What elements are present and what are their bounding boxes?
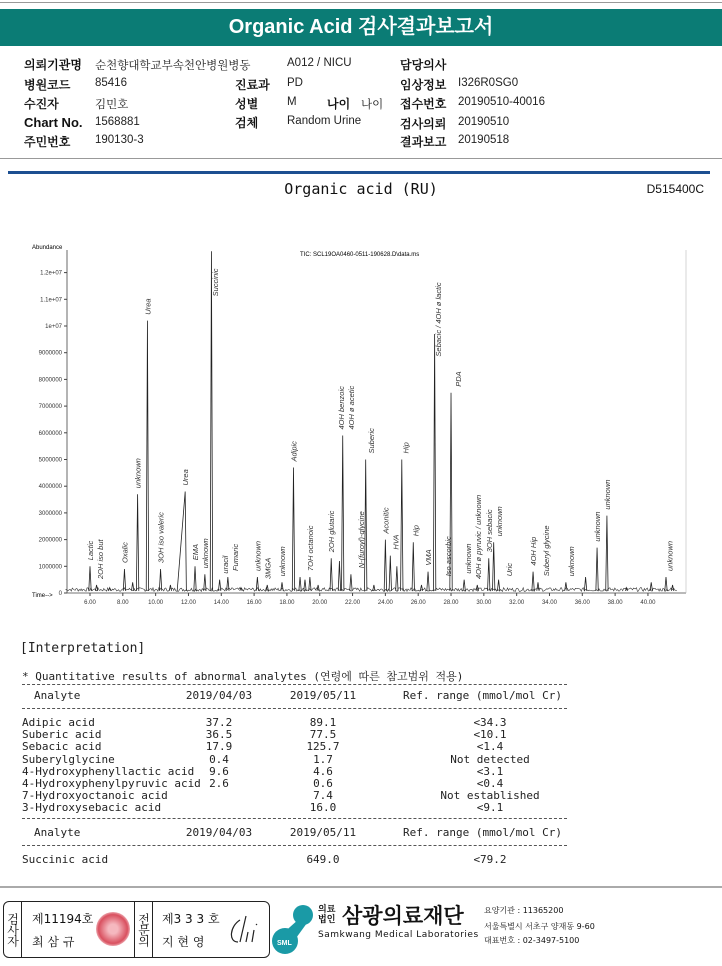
x-tick-label: 22.00 [345,600,361,606]
analyte-cell: Suberylglycine [22,752,115,766]
x-tick-label: 8.00 [116,600,129,606]
peak-annotation: unknown [593,511,603,542]
peak [256,577,258,591]
y-tick-label: 1.1e+07 [40,297,62,304]
report-date-value: 20190518 [458,134,510,146]
peak [497,580,499,591]
x-tick-label: 30.00 [476,600,492,606]
org-address: 서울특별시 서초구 양재동 9-60 [484,922,595,931]
value-cell: 9.6 [209,764,229,778]
value-cell: <1.4 [476,740,504,754]
x-tick-label: 10.00 [148,600,164,606]
x-tick-label: 40.00 [640,600,656,606]
clinical-value: I326R0SG0 [458,77,519,89]
value-cell: Ref. range (mmol/mol Cr) [403,689,562,702]
divider [0,886,722,888]
hospital-code-label: 병원코드 [24,78,71,92]
analyte-cell: 4-Hydroxyphenylpyruvic acid [22,777,201,790]
peak [177,492,186,591]
peak-annotation: 4OH benzoic [337,386,347,430]
peak-annotation: unknown [464,543,473,574]
age-value: 나이 [361,99,384,111]
sml-logo-icon [271,903,317,955]
specialist-number: 제3 3 3 호 [162,912,220,926]
peak-annotation: uracil [221,555,231,574]
value-cell: <3.1 [476,764,504,778]
age-label: 나이 [327,97,351,111]
peak [671,585,673,591]
peak [488,558,490,591]
tester-number: 제11194호 [32,912,94,926]
y-axis-label: Abundance [32,245,63,251]
peak-annotation: EMA [191,544,201,561]
baseline-trace [65,588,676,592]
y-tick-label: 7000000 [38,404,62,411]
value-cell: <34.3 [473,716,507,729]
peak [159,569,161,591]
report-code: D515400C [646,182,704,196]
peak [281,582,283,591]
org-type: 의료법인 [318,905,336,925]
analyte-cell: Succinic acid [22,853,109,866]
y-tick-label: 6000000 [38,430,62,437]
value-cell: 36.5 [205,728,233,742]
value-cell: 2019/05/11 [289,689,357,702]
hospital-code-value: 85416 [95,77,127,89]
peak-annotation: VMA [424,549,433,566]
analyte-cell: 3-Hydroxysebacic acid [22,801,162,815]
peak-annotation: Aconitic [381,507,391,534]
signature [226,912,266,948]
peak-annotation: 4OH ø acetic [347,385,357,430]
peak-annotation: unknown [133,458,143,489]
table-divider [22,684,567,685]
peak [304,580,306,591]
value-cell: 16.0 [309,801,337,815]
value-cell: 7.4 [313,789,333,803]
peak-annotation: unknown [494,506,504,537]
peak-annotation: Urea [181,469,191,486]
org-english-name: Samkwang Medical Laboratories [318,930,479,940]
value-cell: 77.5 [309,728,337,742]
peak-annotation: Oxalic [120,542,130,563]
value-cell: Not established [440,789,540,803]
institution-label: 의뢰기관명 [24,58,82,72]
peak [596,548,598,591]
peak [136,494,138,591]
interpretation-heading: [Interpretation] [20,641,146,656]
table-divider [22,708,567,709]
x-tick-label: 16.00 [246,600,262,606]
request-label: 검사의뢰 [400,117,447,131]
peak [606,516,608,591]
peak-annotation: Suberic [367,428,377,454]
value-cell: 2019/04/03 [185,826,253,839]
peak-annotation: unknown [253,540,263,571]
value-cell: <9.1 [476,801,504,815]
dept-value: PD [287,77,303,89]
peak [169,585,171,591]
peak-annotation: unknown [603,479,613,510]
peak-annotation: 3OH sebacic [484,509,494,553]
peak-annotation: Fumaric [231,543,241,571]
x-tick-label: 12.00 [180,600,196,606]
peak-annotation: Suberyl glycine [542,525,552,577]
x-tick-label: 28.00 [443,600,459,606]
x-tick-label: 26.00 [410,600,426,606]
y-tick-label: 2000000 [38,537,62,544]
peak [537,582,539,591]
value-cell: 2019/05/11 [289,826,357,839]
receipt-label: 접수번호 [400,97,447,111]
peak [342,435,344,590]
x-tick-label: 34.00 [541,600,557,606]
value-cell: 1.7 [313,752,333,766]
peak-annotation: Succinic [211,268,221,297]
peak-annotation: Hip [401,442,411,454]
peak-annotation: unknown [566,546,576,577]
peak [95,585,97,591]
org-name: 삼광의료재단 [342,904,464,928]
peak-annotation: Uric [504,562,514,577]
analyte-cell: Adipic acid [22,716,95,729]
analyte-cell: Analyte [34,689,81,702]
peak [650,582,652,591]
value-cell: 37.2 [205,716,233,729]
request-value: 20190510 [458,116,510,128]
x-tick-label: 20.00 [312,600,328,606]
value-cell: 125.7 [306,740,340,754]
peak [194,566,196,591]
peak [131,582,133,591]
x-tick-label: 6.00 [84,600,96,606]
peak-annotation: PDA [454,371,463,387]
peak [665,577,667,591]
peak [227,577,229,591]
value-cell: 0.6 [313,777,333,790]
peak [89,566,91,591]
peak [532,572,534,591]
sex-label: 성별 [235,97,259,111]
specimen-label: 검체 [235,116,259,130]
sex-value: M [287,96,297,108]
peak [210,251,212,591]
patient-value: 김민호 [95,99,129,111]
chromatogram-chart [0,240,722,610]
divider [0,2,722,3]
peak-annotation: 3MGA [263,557,273,579]
peak-annotation: HVA [391,534,401,550]
y-tick-label: 1000000 [38,564,62,571]
institution-value: 순천향대학교부속천안병원병동 [95,60,251,72]
value-cell: <10.1 [473,728,507,742]
peak-annotation: Urea [143,298,153,315]
value-cell: Not detected [450,752,530,766]
table-divider [22,818,567,819]
analyte-cell: Analyte [34,826,81,839]
peak [338,561,340,591]
x-tick-label: 18.00 [279,600,295,606]
peak-annotation: Iso ascorbic [444,536,453,577]
peak-annotation: 3OH iso valeric [156,512,166,563]
value-cell: <79.2 [473,853,507,866]
x-tick-label: 38.00 [607,600,623,606]
specialist-label: 전문의 [136,913,151,946]
peak-annotation: unknown [278,546,287,577]
peak [146,321,148,591]
peak [427,572,429,591]
peak [433,334,435,591]
clinical-label: 임상정보 [400,78,447,92]
peak [204,574,206,591]
peak-annotation: 4OH ø pyruvic / unknown [474,494,483,579]
peak-annotation: Adipic [289,441,299,462]
analyte-cell: Sebacic acid [22,740,102,754]
peak [396,566,398,591]
peak [389,556,391,591]
table-divider [22,845,567,846]
peak-annotation: N-(furoyl)-glycine [357,511,367,569]
id-value: 190130-3 [95,134,144,146]
peak [292,468,294,591]
value-cell: 4.6 [313,764,333,778]
peak-annotation: unknown [665,540,675,571]
chart-no-label: Chart No. [24,115,83,130]
peak [565,582,567,591]
chart-title: TIC: SCL19OA0460-0511-190628.D\data.ms [300,252,420,258]
peak-annotation: Lactic [86,540,95,561]
ward-value: A012 / NICU [287,57,352,69]
id-label: 주민번호 [24,135,71,149]
x-tick-label: 32.00 [509,600,525,606]
peak [218,580,220,591]
seal-stamp [96,912,130,946]
peak [330,558,332,591]
receipt-value: 20190510-40016 [458,96,545,108]
analyte-cell: 4-Hydroxyphenyllactic acid [22,764,195,778]
peak-annotation: 2OH iso but [96,539,105,579]
institution-code: 요양기관 : 11365200 [484,906,564,915]
value-cell: 649.0 [306,853,340,866]
specialist-name: 지 현 영 [162,935,205,949]
value-cell: 17.9 [205,740,233,754]
value-cell: Ref. range (mmol/mol Cr) [403,826,562,839]
peak-annotation: unknown [201,538,211,569]
interpretation-subheading: * Quantitative results of abnormal analytes (연령에 따른 참고범위 적용) [22,670,464,683]
analyte-cell: 7-Hydroxyoctanoic acid [22,789,168,803]
y-tick-label: 9000000 [38,350,62,357]
chart-no-value: 1568881 [95,116,140,128]
y-tick-label: 8000000 [38,377,62,384]
value-cell: 2.6 [209,777,229,790]
report-title: Organic acid (RU) [284,180,438,198]
peak-annotation: 4OH Hip [529,536,539,566]
peak [412,542,414,591]
svg-text:SML: SML [277,940,292,947]
peak [463,580,465,591]
tester-label: 검사자 [5,913,20,946]
specialist-label-cell [134,902,153,957]
peak-annotation: Hip [411,525,421,537]
dept-label: 진료과 [235,78,270,92]
peak [299,577,301,591]
value-cell: <0.4 [476,777,504,790]
x-axis-label: Time--> [32,593,53,599]
patient-label: 수진자 [24,97,59,111]
peak [401,460,403,591]
y-tick-label: 1e+07 [45,324,62,330]
signature-box [3,901,270,958]
peak [108,588,110,591]
y-tick-label: 4000000 [38,484,62,491]
analyte-cell: Suberic acid [22,728,102,742]
divider [0,158,722,159]
value-cell: 2019/04/03 [185,689,253,702]
specimen-value: Random Urine [287,115,362,127]
value-cell: 0.4 [209,752,229,766]
report-header: Organic Acid 검사결과보고서 [0,9,722,46]
peak-annotation: 7OH octanoic [305,525,315,571]
org-phone: 대표번호 : 02-3497-5100 [484,936,580,945]
peak-annotation: 2OH glutaric [327,510,337,553]
peak [584,577,586,591]
accent-divider [8,171,710,174]
y-tick-label: 0 [58,591,62,597]
x-tick-label: 14.00 [213,600,229,606]
x-tick-label: 24.00 [377,600,393,606]
value-cell: 89.1 [309,716,337,729]
tester-name: 최 삼 규 [32,935,75,949]
y-tick-label: 3000000 [38,510,62,517]
x-tick-label: 36.00 [574,600,590,606]
peak [350,574,352,591]
y-tick-label: 5000000 [38,457,62,464]
y-tick-label: 1.2e+07 [40,270,62,277]
report-date-label: 결과보고 [400,135,447,149]
peak [384,540,386,591]
peak-annotation: Sebacic / 4OH ø lactic [434,282,443,357]
tester-label-cell [4,902,22,957]
doctor-label: 담당의사 [400,58,447,72]
